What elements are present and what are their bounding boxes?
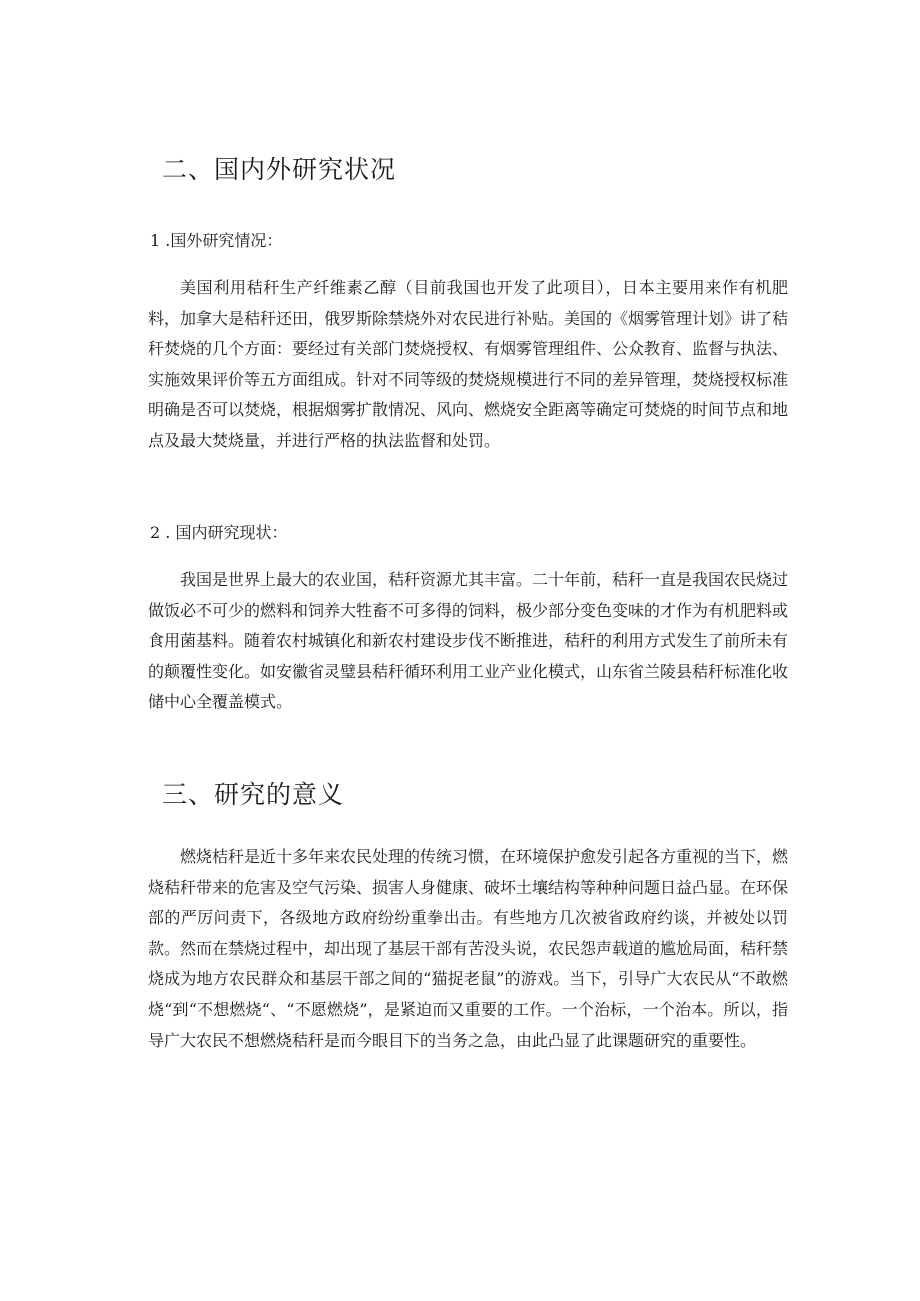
paragraph-domestic-research: 我国是世界上最大的农业国，秸秆资源尤其丰富。二十年前，秸秆一直是我国农民烧过做饭必不可少的燃料和饲养大牲畜不可多得的饲料，极少部分变色变味的才作为有机肥料或食用菌基料。随着农村城镇化和新农村建设步伐不断推进，秸秆的利用方式发生了前所未有的颠覆性变化。如安徽省灵璧县秸秆循环利用工业产业化模式，山东省兰陵县秸秆标准化收储中心全覆盖模式。 — [148, 570, 789, 712]
section-heading-research-significance: 三、研究的意义 — [162, 780, 345, 809]
paragraph-research-significance: 燃烧桔秆是近十多年来农民处理的传统习惯，在环境保护愈发引起各方重视的当下，燃烧秸秆带来的危害及空气污染、损害人身健康、破坏土壤结构等种种问题日益凸显。在环保部的严厉问责下，各级地方政府纷纷重拳出击。有些地方几次被省政府约谈，并被处以罚款。然而在禁烧过程中，却出现了基层干部有苦没头说，农民怨声载道的尴尬局面，秸秆禁烧成为地方农民群众和基层干部之间的“猫捉老鼠”的游戏。当下，引导广大农民从“不敢燃烧“到“不想燃烧“、“不愿燃烧”，是紧迫而又重要的工作。一个治标，一个治本。所以，指导广大农民不想燃烧秸秆是而今眼目下的当务之急，由此凸显了此课题研究的重要性。 — [148, 847, 789, 1050]
subsection-title-foreign-research: 1 .国外研究情况： — [150, 231, 283, 250]
subsection-title-domestic-research: 2 . 国内研究现状： — [150, 523, 288, 542]
paragraph-foreign-research: 美国利用秸秆生产纤维素乙醇（目前我国也开发了此项目），日本主要用来作有机肥料，加拿大是秸秆还田，俄罗斯除禁烧外对农民进行补贴。美国的《烟雾管理计划》讲了秸秆焚烧的几个方面：要经过有关部门焚烧授权、有烟雾管理组件、公众教育、监督与执法、实施效果评价等五方面组成。针对不同等级的焚烧规模进行不同的差异管理，焚烧授权标准明确是否可以焚烧，根据烟雾扩散情况、风向、燃烧安全距离等确定可焚烧的时间节点和地点及最大焚烧量，并进行严格的执法监督和处罚。 — [148, 278, 789, 450]
section-heading-research-status: 二、国内外研究状况 — [162, 155, 397, 184]
